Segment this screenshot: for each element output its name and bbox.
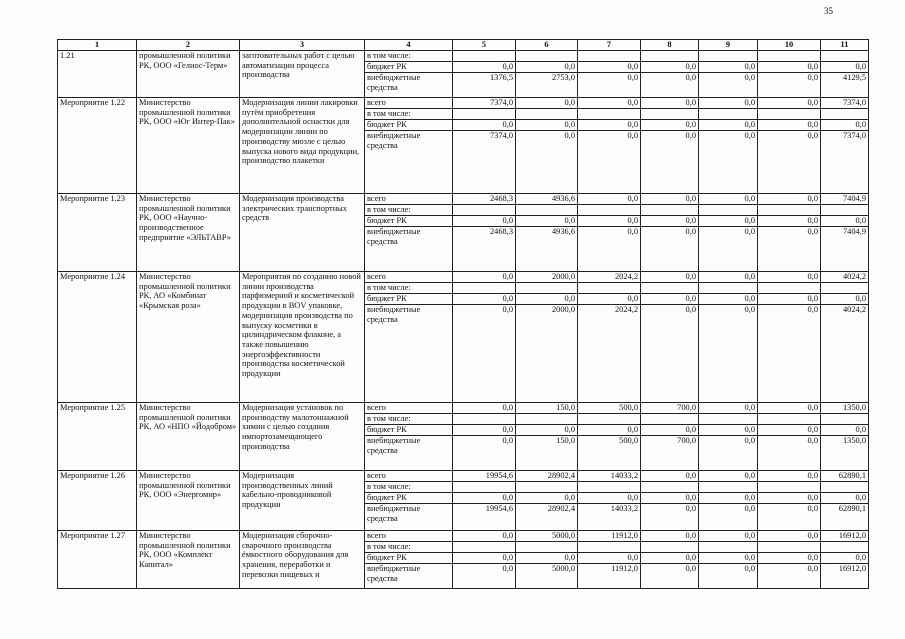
- funding-source: всего: [365, 403, 453, 414]
- amount-cell: [641, 283, 699, 294]
- amount-cell: 0,0: [821, 425, 869, 436]
- amount-cell: 150,0: [516, 436, 578, 471]
- amount-cell: [821, 51, 869, 62]
- activity-number: Мероприятие 1.22: [58, 98, 137, 194]
- amount-cell: [758, 205, 821, 216]
- funding-source: всего: [365, 471, 453, 482]
- amount-cell: 4936,6: [516, 194, 578, 205]
- responsible-executor: промышленной политики РК, ООО «Гелиос-Терм»: [137, 51, 240, 98]
- amount-cell: 0,0: [578, 553, 641, 564]
- col-header-5: 5: [453, 40, 516, 51]
- amount-cell: 0,0: [699, 194, 758, 205]
- activity-description: Модернизация сборочно-сварочного производства ёмкостного оборудования для хранения, переработки и перевозки пищевых и: [240, 531, 365, 589]
- amount-cell: 62890,1: [821, 504, 869, 531]
- amount-cell: 0,0: [758, 131, 821, 194]
- amount-cell: 62890,1: [821, 471, 869, 482]
- amount-cell: 0,0: [699, 227, 758, 272]
- funding-source: всего: [365, 531, 453, 542]
- amount-cell: 14033,2: [578, 504, 641, 531]
- amount-cell: 7404,9: [821, 194, 869, 205]
- amount-cell: [578, 414, 641, 425]
- amount-cell: 0,0: [516, 425, 578, 436]
- funding-source: внебюджетные средства: [365, 436, 453, 471]
- amount-cell: 0,0: [453, 531, 516, 542]
- funding-source: в том числе:: [365, 283, 453, 294]
- amount-cell: 0,0: [641, 305, 699, 403]
- amount-cell: 0,0: [641, 425, 699, 436]
- amount-cell: 0,0: [453, 216, 516, 227]
- amount-cell: 0,0: [516, 493, 578, 504]
- amount-cell: 0,0: [578, 227, 641, 272]
- amount-cell: [821, 283, 869, 294]
- amount-cell: 0,0: [821, 553, 869, 564]
- amount-cell: 0,0: [516, 553, 578, 564]
- amount-cell: 0,0: [641, 272, 699, 283]
- amount-cell: 11912,0: [578, 564, 641, 589]
- amount-cell: 0,0: [516, 216, 578, 227]
- amount-cell: [699, 205, 758, 216]
- amount-cell: 700,0: [641, 436, 699, 471]
- amount-cell: [758, 109, 821, 120]
- amount-cell: 0,0: [758, 504, 821, 531]
- amount-cell: [516, 51, 578, 62]
- amount-cell: [699, 283, 758, 294]
- amount-cell: 0,0: [758, 493, 821, 504]
- amount-cell: 0,0: [699, 272, 758, 283]
- amount-cell: 0,0: [699, 493, 758, 504]
- amount-cell: 0,0: [578, 62, 641, 73]
- col-header-8: 8: [641, 40, 699, 51]
- activity-description: Модернизация линии лакировки путём приобретения дополнительной оснастки для модернизации линии по производству мюзле с целью выпуска нового вида продукции, производство плакетки: [240, 98, 365, 194]
- responsible-executor: Министерство промышленной политики РК, ООО «Научно-производственное предприятие «ЭЛЬТАВР»: [137, 194, 240, 272]
- activity-number: Мероприятие 1.24: [58, 272, 137, 403]
- amount-cell: 0,0: [699, 120, 758, 131]
- amount-cell: [821, 414, 869, 425]
- amount-cell: 0,0: [699, 131, 758, 194]
- amount-cell: 0,0: [578, 73, 641, 98]
- activity-number: Мероприятие 1.23: [58, 194, 137, 272]
- amount-cell: 0,0: [758, 120, 821, 131]
- amount-cell: [516, 205, 578, 216]
- amount-cell: 2024,2: [578, 272, 641, 283]
- amount-cell: 0,0: [758, 564, 821, 589]
- amount-cell: 0,0: [578, 294, 641, 305]
- col-header-4: 4: [365, 40, 453, 51]
- amount-cell: 0,0: [641, 553, 699, 564]
- amount-cell: 0,0: [453, 62, 516, 73]
- amount-cell: 0,0: [758, 98, 821, 109]
- amount-cell: [516, 482, 578, 493]
- amount-cell: 0,0: [758, 305, 821, 403]
- amount-cell: [641, 542, 699, 553]
- activity-number: Мероприятие 1.25: [58, 403, 137, 471]
- amount-cell: 0,0: [453, 403, 516, 414]
- amount-cell: 0,0: [578, 425, 641, 436]
- amount-cell: 0,0: [453, 436, 516, 471]
- amount-cell: 0,0: [453, 493, 516, 504]
- amount-cell: 0,0: [641, 216, 699, 227]
- table-row: [58, 98, 869, 109]
- amount-cell: 0,0: [641, 131, 699, 194]
- amount-cell: 0,0: [641, 531, 699, 542]
- amount-cell: 0,0: [699, 504, 758, 531]
- funding-source: бюджет РК: [365, 216, 453, 227]
- funding-source: бюджет РК: [365, 425, 453, 436]
- table-row: [58, 194, 869, 205]
- amount-cell: 0,0: [758, 531, 821, 542]
- amount-cell: 1376,5: [453, 73, 516, 98]
- amount-cell: [578, 205, 641, 216]
- amount-cell: 0,0: [453, 564, 516, 589]
- amount-cell: [578, 542, 641, 553]
- amount-cell: 0,0: [641, 294, 699, 305]
- amount-cell: [453, 51, 516, 62]
- amount-cell: 0,0: [453, 553, 516, 564]
- amount-cell: 5000,0: [516, 564, 578, 589]
- funding-source: в том числе:: [365, 482, 453, 493]
- amount-cell: [453, 482, 516, 493]
- amount-cell: 0,0: [821, 493, 869, 504]
- funding-source: внебюджетные средства: [365, 305, 453, 403]
- amount-cell: 0,0: [578, 131, 641, 194]
- amount-cell: [758, 51, 821, 62]
- amount-cell: 4024,2: [821, 305, 869, 403]
- amount-cell: 0,0: [516, 294, 578, 305]
- amount-cell: 0,0: [699, 62, 758, 73]
- col-header-11: 11: [821, 40, 869, 51]
- amount-cell: [821, 482, 869, 493]
- amount-cell: 0,0: [758, 294, 821, 305]
- table-row: [58, 471, 869, 482]
- amount-cell: 0,0: [699, 531, 758, 542]
- activity-number: Мероприятие 1.26: [58, 471, 137, 531]
- amount-cell: 0,0: [641, 120, 699, 131]
- col-header-9: 9: [699, 40, 758, 51]
- amount-cell: 4129,5: [821, 73, 869, 98]
- amount-cell: 7374,0: [821, 98, 869, 109]
- amount-cell: 0,0: [516, 98, 578, 109]
- funding-source: бюджет РК: [365, 553, 453, 564]
- amount-cell: [758, 414, 821, 425]
- funding-source: бюджет РК: [365, 62, 453, 73]
- amount-cell: 0,0: [578, 216, 641, 227]
- amount-cell: 0,0: [758, 471, 821, 482]
- amount-cell: [821, 109, 869, 120]
- amount-cell: [699, 542, 758, 553]
- responsible-executor: Министерство промышленной политики РК, АО «Комбинат «Крымская роза»: [137, 272, 240, 403]
- amount-cell: 0,0: [453, 425, 516, 436]
- amount-cell: [516, 542, 578, 553]
- amount-cell: 19954,6: [453, 471, 516, 482]
- amount-cell: 0,0: [821, 120, 869, 131]
- amount-cell: 0,0: [699, 305, 758, 403]
- funding-source: бюджет РК: [365, 294, 453, 305]
- amount-cell: [516, 109, 578, 120]
- amount-cell: 0,0: [758, 403, 821, 414]
- amount-cell: 0,0: [699, 216, 758, 227]
- funding-source: всего: [365, 194, 453, 205]
- responsible-executor: Министерство промышленной политики РК, ООО «Энергомир»: [137, 471, 240, 531]
- amount-cell: 2000,0: [516, 272, 578, 283]
- amount-cell: 0,0: [641, 504, 699, 531]
- col-header-6: 6: [516, 40, 578, 51]
- amount-cell: 0,0: [578, 493, 641, 504]
- col-header-3: 3: [240, 40, 365, 51]
- funding-source: внебюджетные средства: [365, 131, 453, 194]
- funding-source: внебюджетные средства: [365, 564, 453, 589]
- funding-source: в том числе:: [365, 542, 453, 553]
- funding-source: внебюджетные средства: [365, 227, 453, 272]
- amount-cell: 0,0: [453, 294, 516, 305]
- amount-cell: 0,0: [641, 98, 699, 109]
- amount-cell: 7374,0: [453, 131, 516, 194]
- amount-cell: [699, 482, 758, 493]
- funding-source: всего: [365, 272, 453, 283]
- col-header-2: 2: [137, 40, 240, 51]
- amount-cell: 0,0: [821, 294, 869, 305]
- amount-cell: 0,0: [758, 194, 821, 205]
- funding-source: внебюджетные средства: [365, 73, 453, 98]
- funding-source: в том числе:: [365, 414, 453, 425]
- amount-cell: 0,0: [699, 425, 758, 436]
- amount-cell: 2753,0: [516, 73, 578, 98]
- amount-cell: 0,0: [578, 98, 641, 109]
- amount-cell: 0,0: [821, 216, 869, 227]
- amount-cell: 0,0: [641, 493, 699, 504]
- col-header-10: 10: [758, 40, 821, 51]
- amount-cell: [641, 482, 699, 493]
- amount-cell: 16912,0: [821, 531, 869, 542]
- amount-cell: 0,0: [699, 98, 758, 109]
- amount-cell: [453, 205, 516, 216]
- amount-cell: [699, 109, 758, 120]
- funding-source: всего: [365, 98, 453, 109]
- amount-cell: 7374,0: [821, 131, 869, 194]
- amount-cell: [578, 51, 641, 62]
- column-number-row: [58, 40, 869, 51]
- amount-cell: 0,0: [758, 272, 821, 283]
- funding-source: в том числе:: [365, 205, 453, 216]
- funding-source: в том числе:: [365, 51, 453, 62]
- amount-cell: 150,0: [516, 403, 578, 414]
- activity-number: Мероприятие 1.27: [58, 531, 137, 589]
- amount-cell: 1350,0: [821, 403, 869, 414]
- funding-source: в том числе:: [365, 109, 453, 120]
- amount-cell: 0,0: [758, 553, 821, 564]
- activity-description: заготовительных работ с целью автоматизации процесса производства: [240, 51, 365, 98]
- amount-cell: 0,0: [758, 227, 821, 272]
- responsible-executor: Министерство промышленной политики РК, АО «НПО «Йодобром»: [137, 403, 240, 471]
- amount-cell: 0,0: [641, 73, 699, 98]
- amount-cell: 11912,0: [578, 531, 641, 542]
- funding-source: внебюджетные средства: [365, 504, 453, 531]
- table-row: [58, 531, 869, 542]
- amount-cell: 14033,2: [578, 471, 641, 482]
- amount-cell: 0,0: [699, 73, 758, 98]
- responsible-executor: Министерство промышленной политики РК, ООО «Комплект Капитал»: [137, 531, 240, 589]
- amount-cell: [578, 482, 641, 493]
- amount-cell: 0,0: [641, 194, 699, 205]
- amount-cell: 0,0: [699, 294, 758, 305]
- table-body: [58, 51, 869, 589]
- amount-cell: [641, 109, 699, 120]
- amount-cell: [699, 51, 758, 62]
- amount-cell: [821, 542, 869, 553]
- activity-description: Модернизация производства электрических транспортных средств: [240, 194, 365, 272]
- amount-cell: 0,0: [699, 436, 758, 471]
- amount-cell: 5000,0: [516, 531, 578, 542]
- amount-cell: 0,0: [758, 62, 821, 73]
- amount-cell: 2468,3: [453, 194, 516, 205]
- activity-number: 1.21: [58, 51, 137, 98]
- amount-cell: 0,0: [699, 403, 758, 414]
- amount-cell: 19954,6: [453, 504, 516, 531]
- amount-cell: [453, 283, 516, 294]
- amount-cell: 0,0: [641, 471, 699, 482]
- amount-cell: 0,0: [641, 62, 699, 73]
- col-header-7: 7: [578, 40, 641, 51]
- amount-cell: 0,0: [578, 120, 641, 131]
- amount-cell: 0,0: [641, 227, 699, 272]
- amount-cell: [641, 51, 699, 62]
- amount-cell: 0,0: [758, 436, 821, 471]
- activity-description: Модернизация установок по производству малотоннажной химии с целью создания импортозамещающего производства: [240, 403, 365, 471]
- amount-cell: 700,0: [641, 403, 699, 414]
- amount-cell: [578, 109, 641, 120]
- amount-cell: 2000,0: [516, 305, 578, 403]
- amount-cell: 2024,2: [578, 305, 641, 403]
- amount-cell: 500,0: [578, 436, 641, 471]
- amount-cell: [578, 283, 641, 294]
- funding-source: бюджет РК: [365, 493, 453, 504]
- page-number: 35: [824, 6, 833, 16]
- amount-cell: 0,0: [699, 471, 758, 482]
- responsible-executor: Министерство промышленной политики РК, ООО «Юг Интер-Пак»: [137, 98, 240, 194]
- amount-cell: [453, 109, 516, 120]
- amount-cell: [821, 205, 869, 216]
- amount-cell: 2468,3: [453, 227, 516, 272]
- amount-cell: 0,0: [641, 564, 699, 589]
- amount-cell: [699, 414, 758, 425]
- amount-cell: 0,0: [758, 216, 821, 227]
- amount-cell: 0,0: [699, 553, 758, 564]
- amount-cell: 28902,4: [516, 471, 578, 482]
- amount-cell: 0,0: [821, 62, 869, 73]
- amount-cell: [641, 414, 699, 425]
- amount-cell: 7404,9: [821, 227, 869, 272]
- activity-description: Мероприятия по созданию новой линии производства парфюмерной и косметической продукции в BOV упаковке, модернизация производства по выпуску косметики в цилиндрическом флаконе, а также повышению энергоэффективности производства косметической продукции: [240, 272, 365, 403]
- amount-cell: [516, 414, 578, 425]
- amount-cell: 0,0: [516, 62, 578, 73]
- table-row: [58, 51, 869, 62]
- amount-cell: [758, 482, 821, 493]
- amount-cell: 0,0: [453, 120, 516, 131]
- amount-cell: [641, 205, 699, 216]
- amount-cell: 500,0: [578, 403, 641, 414]
- amount-cell: [516, 283, 578, 294]
- amount-cell: [453, 414, 516, 425]
- amount-cell: 0,0: [699, 564, 758, 589]
- amount-cell: [758, 283, 821, 294]
- table-row: [58, 403, 869, 414]
- amount-cell: 4024,2: [821, 272, 869, 283]
- amount-cell: 0,0: [758, 425, 821, 436]
- amount-cell: 0,0: [453, 305, 516, 403]
- amount-cell: 0,0: [516, 120, 578, 131]
- funding-source: бюджет РК: [365, 120, 453, 131]
- col-header-1: 1: [58, 40, 137, 51]
- amount-cell: 16912,0: [821, 564, 869, 589]
- amount-cell: 0,0: [758, 73, 821, 98]
- amount-cell: 4936,6: [516, 227, 578, 272]
- amount-cell: 28902,4: [516, 504, 578, 531]
- funding-table: [57, 39, 869, 589]
- activity-description: Модернизация производственных линий кабельно-проводниковой продукции: [240, 471, 365, 531]
- amount-cell: [453, 542, 516, 553]
- amount-cell: 7374,0: [453, 98, 516, 109]
- amount-cell: 0,0: [516, 131, 578, 194]
- amount-cell: [758, 542, 821, 553]
- table-row: [58, 272, 869, 283]
- amount-cell: 0,0: [578, 194, 641, 205]
- amount-cell: 0,0: [453, 272, 516, 283]
- amount-cell: 1350,0: [821, 436, 869, 471]
